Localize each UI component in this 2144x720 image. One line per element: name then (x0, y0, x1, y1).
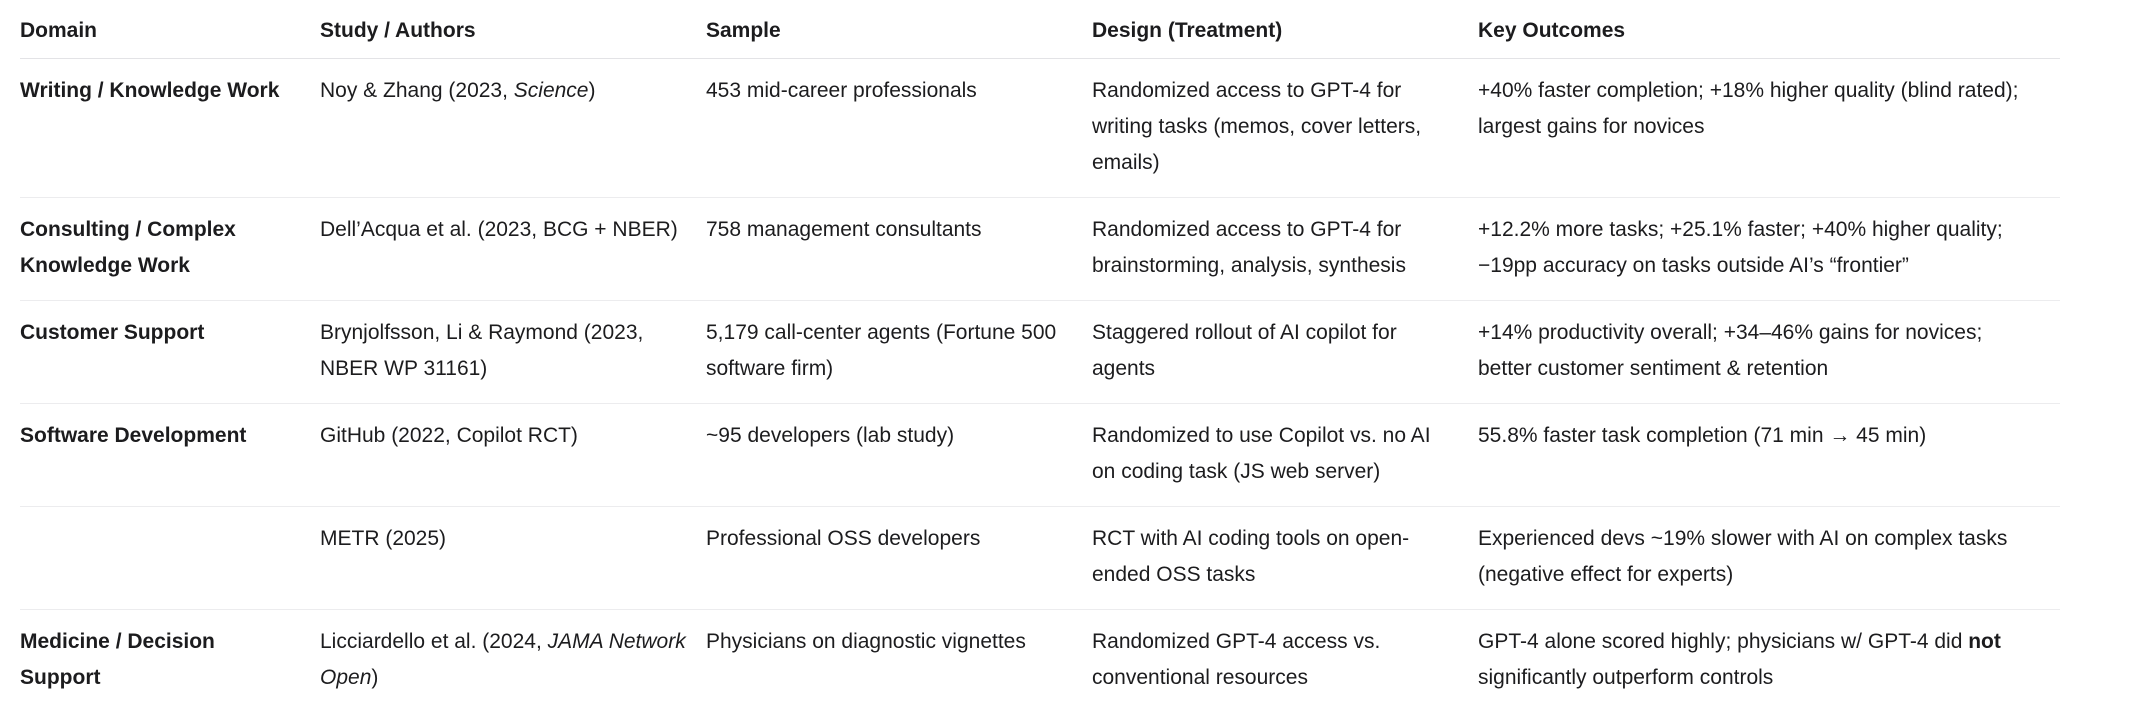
study-cell: Brynjolfsson, Li & Raymond (2023, NBER WP 31161) (320, 301, 706, 404)
design-cell: Randomized access to GPT-4 for writing tasks (memos, cover letters, emails) (1092, 59, 1478, 198)
outcomes-cell: GPT-4 alone scored highly; physicians w/ GPT-4 did not significantly outperform controls (1478, 630, 2001, 689)
header-design: Design (Treatment) (1092, 0, 1478, 59)
table-row (20, 198, 2060, 301)
design-cell: Randomized GPT-4 access vs. conventional resources (1092, 630, 1381, 689)
table-row (20, 507, 2060, 610)
outcomes-cell: +14% productivity overall; +34–46% gains for novices; better customer sentiment & retention (1478, 301, 2060, 404)
study-cell: Noy & Zhang (2023, Science) (320, 59, 706, 198)
sample-cell: Professional OSS developers (706, 507, 1092, 610)
outcomes-cell: +12.2% more tasks; +25.1% faster; +40% higher quality; −19pp accuracy on tasks outside AI’s “frontier” (1478, 198, 2060, 301)
table-header-row (20, 0, 2060, 59)
header-outcomes: Key Outcomes (1478, 0, 2060, 59)
study-cell: Dell’Acqua et al. (2023, BCG + NBER) (320, 198, 706, 301)
header-sample: Sample (706, 0, 1092, 59)
domain-cell (20, 507, 320, 610)
design-cell: RCT with AI coding tools on open-ended OSS tasks (1092, 507, 1478, 610)
domain-cell: Customer Support (20, 301, 320, 404)
table-row (20, 59, 2060, 198)
outcomes-cell: 55.8% faster task completion (71 min → 45 min) (1478, 404, 2060, 507)
studies-table (20, 0, 2060, 712)
sample-cell: ~95 developers (lab study) (706, 404, 1092, 507)
sample-cell: 453 mid-career professionals (706, 59, 1092, 198)
header-study: Study / Authors (320, 0, 706, 59)
outcomes-cell: +40% faster completion; +18% higher quality (blind rated); largest gains for novices (1478, 59, 2060, 198)
studies-table-container (20, 0, 2060, 712)
sample-cell: 758 management consultants (706, 198, 1092, 301)
study-cell: Licciardello et al. (2024, JAMA Network Open) (320, 630, 686, 689)
table-row (20, 301, 2060, 404)
table-row (20, 404, 2060, 507)
design-cell: Staggered rollout of AI copilot for agents (1092, 301, 1478, 404)
design-cell: Randomized access to GPT-4 for brainstorming, analysis, synthesis (1092, 198, 1478, 301)
header-domain: Domain (20, 0, 320, 59)
domain-cell: Medicine / Decision Support (20, 630, 215, 689)
domain-cell: Software Development (20, 404, 320, 507)
domain-cell: Writing / Knowledge Work (20, 59, 320, 198)
outcomes-cell: Experienced devs ~19% slower with AI on complex tasks (negative effect for experts) (1478, 507, 2060, 610)
design-cell: Randomized to use Copilot vs. no AI on coding task (JS web server) (1092, 404, 1478, 507)
table-row (20, 610, 2060, 713)
sample-cell: Physicians on diagnostic vignettes (706, 630, 1026, 653)
study-cell: METR (2025) (320, 507, 706, 610)
sample-cell: 5,179 call-center agents (Fortune 500 software firm) (706, 301, 1092, 404)
domain-cell: Consulting / Complex Knowledge Work (20, 198, 320, 301)
study-cell: GitHub (2022, Copilot RCT) (320, 404, 706, 507)
